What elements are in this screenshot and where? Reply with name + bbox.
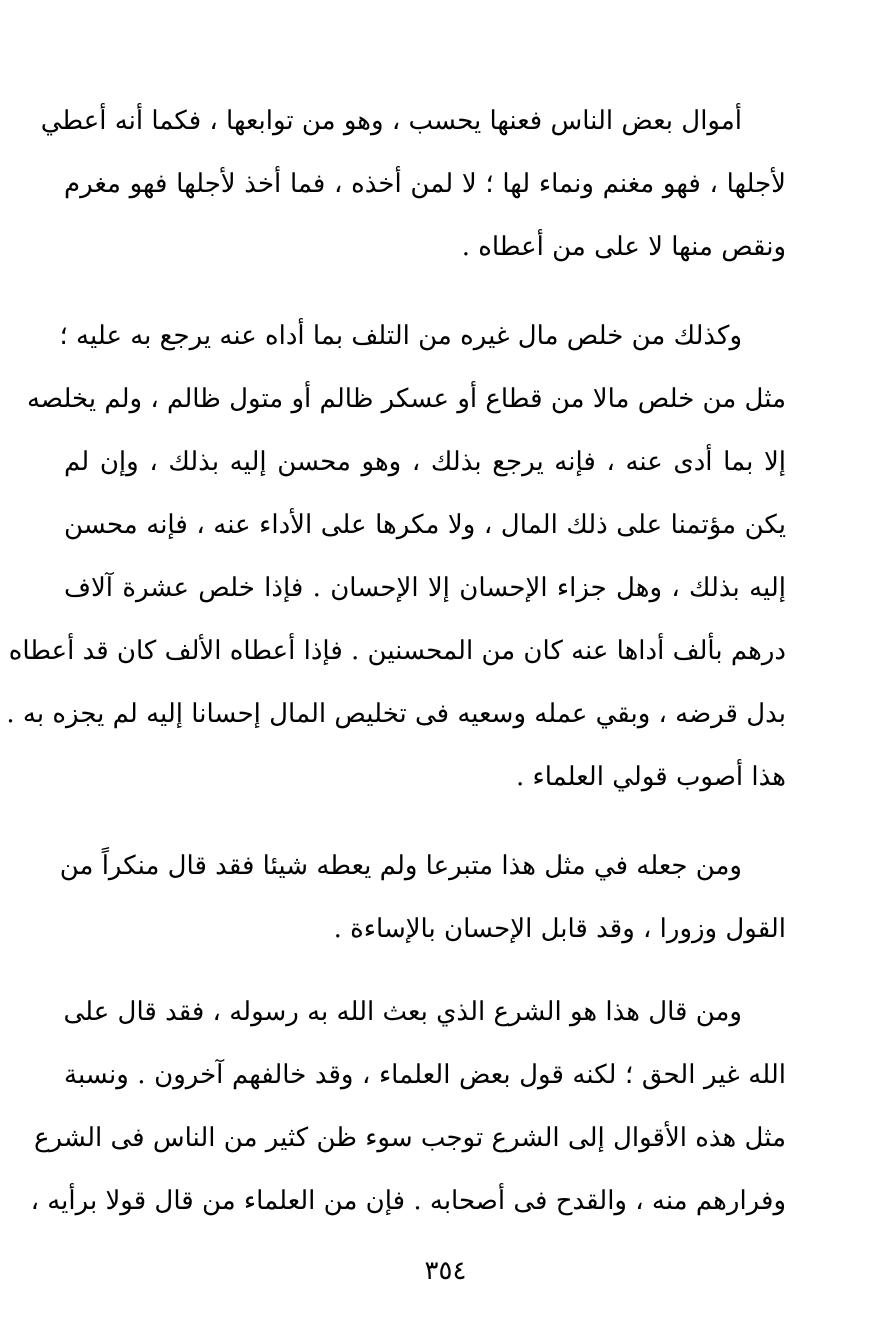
text-line: درهم بألف أداها عنه كان من المحسنين . فإذا أعطاه الألف كان قد أعطاه [8, 636, 786, 666]
text-line: مثل من خلص مالا من قطاع أو عسكر ظالم أو متول ظالم ، ولم يخلصه [26, 384, 786, 414]
text-line: وفرارهم منه ، والقدح فى أصحابه . فإن من العلماء من قال قولا برأيه ، [30, 1186, 786, 1216]
text-line: بدل قرضه ، وبقي عمله وسعيه فى تخليص المال إحسانا إليه لم يجزه به . [6, 699, 786, 729]
text-line: لأجلها ، فهو مغنم ونماء لها ؛ لا لمن أخذه ، فما أخذ لأجلها فهو مغرم [64, 169, 786, 199]
text-line: إلا بما أدى عنه ، فإنه يرجع بذلك ، وهو محسن إليه بذلك ، وإن لم [64, 447, 786, 477]
paragraph-2 [6, 305, 786, 809]
text-line: مثل هذه الأقوال إلى الشرع توجب سوء ظن كثير من الناس فى الشرع [34, 1123, 786, 1153]
paragraph-4 [30, 981, 786, 1233]
text-line: وكذلك من خلص مال غيره من التلف بما أداه عنه يرجع به عليه ؛ [59, 321, 742, 351]
text-line: يكن مؤتمنا على ذلك المال ، ولا مكرها على الأداء عنه ، فإنه محسن [64, 510, 786, 540]
text-line: هذا أصوب قولي العلماء . [515, 762, 786, 792]
text-line: القول وزورا ، وقد قابل الإحسان بالإساءة . [333, 914, 786, 944]
text-line: ومن جعله في مثل هذا متبرعا ولم يعطه شيئا فقد قال منكراً من [59, 851, 742, 881]
paragraph-3 [59, 835, 786, 961]
text-line: إليه بذلك ، وهل جزاء الإحسان إلا الإحسان . فإذا خلص عشرة آلاف [64, 573, 786, 603]
page-number: ٣٥٤ [424, 1256, 467, 1286]
text-line: أموال بعض الناس فعنها يحسب ، وهو من توابعها ، فكما أنه أعطي [40, 106, 742, 136]
text-line: الله غير الحق ؛ لكنه قول بعض العلماء ، وقد خالفهم آخرون . ونسبة [64, 1060, 786, 1090]
paragraph-1 [40, 90, 786, 279]
text-line: ومن قال هذا هو الشرع الذي بعث الله به رسوله ، فقد قال على [63, 997, 742, 1027]
text-line: ونقص منها لا على من أعطاه . [461, 232, 786, 262]
page-body [6, 90, 786, 1233]
